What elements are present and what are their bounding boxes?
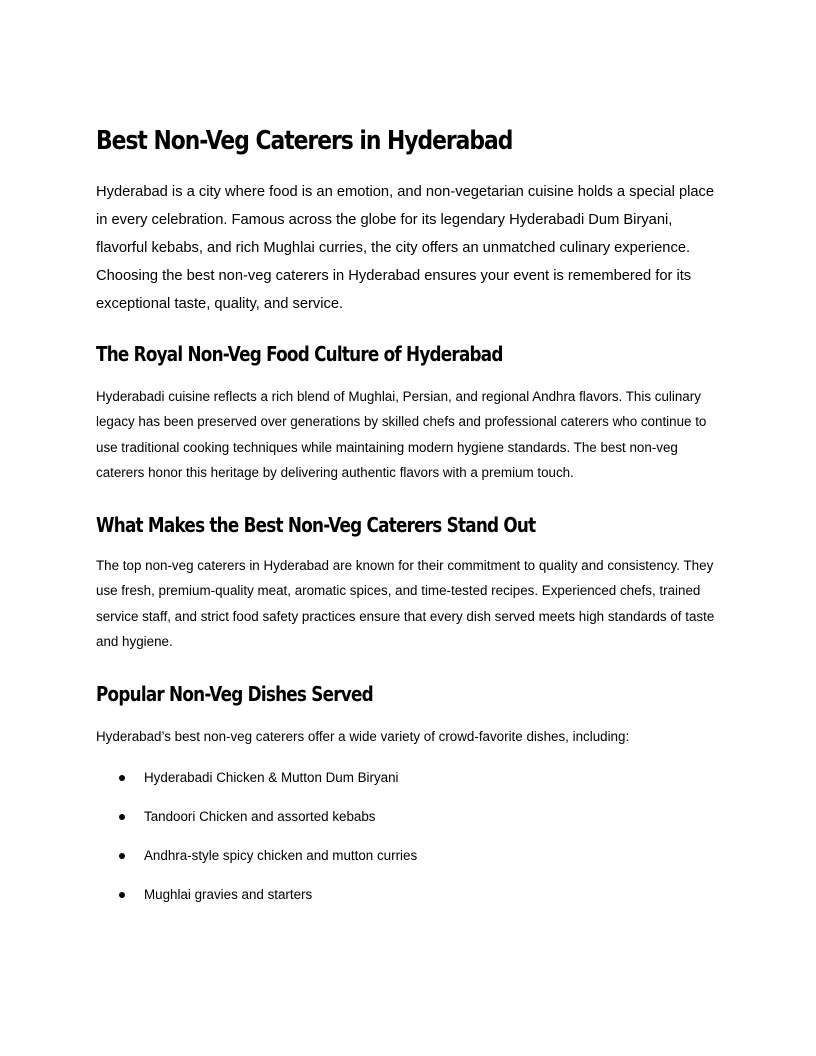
list-item [96, 846, 720, 866]
list-item [96, 885, 720, 905]
list-item [96, 807, 720, 827]
document-title: Best Non-Veg Caterers in Hyderabad [96, 126, 513, 156]
intro-paragraph: Hyderabad is a city where food is an emotion, and non-vegetarian cuisine holds a special place in every celebration. Famous across the globe for its legendary Hyderabadi Dum Biryani, flavorful kebabs, and rich Mughlai curries, the city offers an unmatched culinary experience. Choosing the best non-veg caterers in Hyderabad ensures your event is remembered for its exceptional taste, quality, and service. [96, 184, 715, 312]
list-item-label: Andhra-style spicy chicken and mutton curries [144, 847, 418, 863]
document-page [96, 120, 720, 924]
list-item-label: Tandoori Chicken and assorted kebabs [144, 808, 376, 824]
dish-list [96, 768, 720, 905]
section-heading-stand-out: What Makes the Best Non-Veg Caterers Stand Out [96, 513, 536, 538]
section-paragraph-popular-dishes: Hyderabad’s best non-veg caterers offer a wide variety of crowd-favorite dishes, including: [96, 729, 630, 745]
bullet-icon [119, 853, 125, 859]
list-item-label: Mughlai gravies and starters [144, 886, 313, 902]
list-item [96, 768, 720, 788]
bullet-icon [119, 814, 125, 820]
section-paragraph-royal-food-culture: Hyderabadi cuisine reflects a rich blend of Mughlai, Persian, and regional Andhra flavors. This culinary legacy has been preserved over generations by skilled chefs and professional caterers who continue to use traditional cooking techniques while maintaining modern hygiene standards. The best non-veg caterers honor this heritage by delivering authentic flavors with a premium touch. [96, 389, 707, 480]
bullet-icon [119, 775, 125, 781]
section-heading-popular-dishes: Popular Non-Veg Dishes Served [96, 682, 373, 707]
section-heading-royal-food-culture: The Royal Non-Veg Food Culture of Hyderabad [96, 342, 503, 366]
bullet-icon [119, 892, 125, 898]
list-item-label: Hyderabadi Chicken & Mutton Dum Biryani [144, 769, 399, 785]
section-paragraph-stand-out: The top non-veg caterers in Hyderabad are known for their commitment to quality and consistency. They use fresh, premium-quality meat, aromatic spices, and time-tested recipes. Experienced chefs, trained service staff, and strict food safety practices ensure that every dish served meets high standards of taste and hygiene. [96, 558, 715, 650]
